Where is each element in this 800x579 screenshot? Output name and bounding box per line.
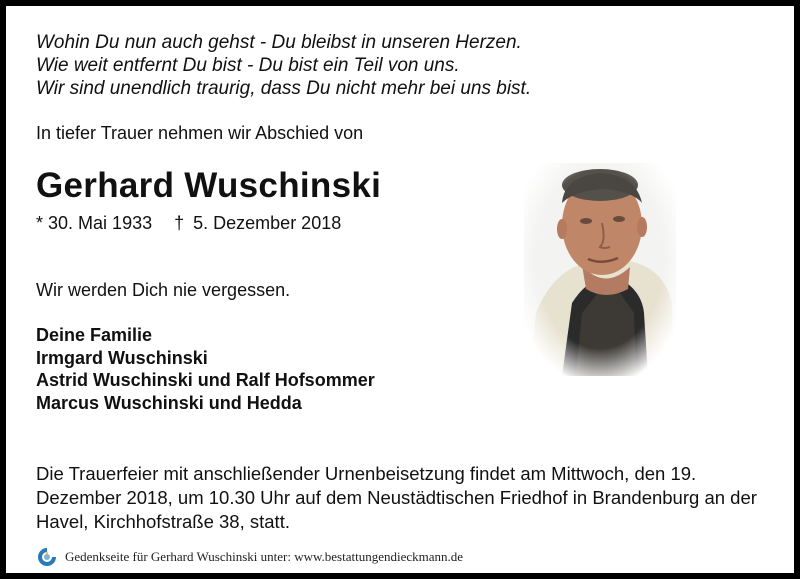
mourner-entry: Astrid Wuschinski und Ralf Hofsommer: [36, 370, 375, 390]
death-date: 5. Dezember 2018: [193, 213, 342, 233]
remembrance-line: Wir werden Dich nie vergessen.: [36, 280, 291, 300]
poem-line-1: Wohin Du nun auch gehst - Du bleibst in unseren Herzen.: [36, 32, 522, 53]
mourners-list: [36, 324, 375, 414]
poem-line-3: Wir sind unendlich traurig, dass Du nicht mehr bei uns bist.: [36, 78, 532, 99]
candle-globe-logo-icon: [36, 546, 58, 568]
life-dates: [36, 213, 341, 234]
deceased-name: Gerhard Wuschinski: [36, 166, 382, 205]
death-symbol: †: [174, 213, 185, 233]
memorial-footer: [36, 546, 463, 568]
poem-line-2: Wie weit entfernt Du bist - Du bist ein Teil von uns.: [36, 55, 460, 76]
memorial-poem: [36, 31, 531, 100]
mourner-entry: Deine Familie: [36, 325, 153, 345]
deceased-portrait: [524, 163, 676, 376]
mourner-entry: Marcus Wuschinski und Hedda: [36, 392, 302, 413]
farewell-intro: In tiefer Trauer nehmen wir Abschied von: [36, 123, 364, 143]
funeral-service-notice: Die Trauerfeier mit anschließender Urnenbeisetzung findet am Mittwoch, den 19. Dezember 2018, um 10.30 Uhr auf dem Neustädtischen Friedhof in Brandenburg an der Havel, Kirchhofstraße 38, statt.: [36, 463, 757, 532]
birth-symbol: *: [36, 213, 44, 233]
memorial-page-link[interactable]: Gedenkseite für Gerhard Wuschinski unter: www.bestattungendieckmann.de: [65, 549, 464, 564]
mourner-entry: Irmgard Wuschinski: [36, 347, 208, 368]
birth-date: 30. Mai 1933: [48, 213, 153, 233]
